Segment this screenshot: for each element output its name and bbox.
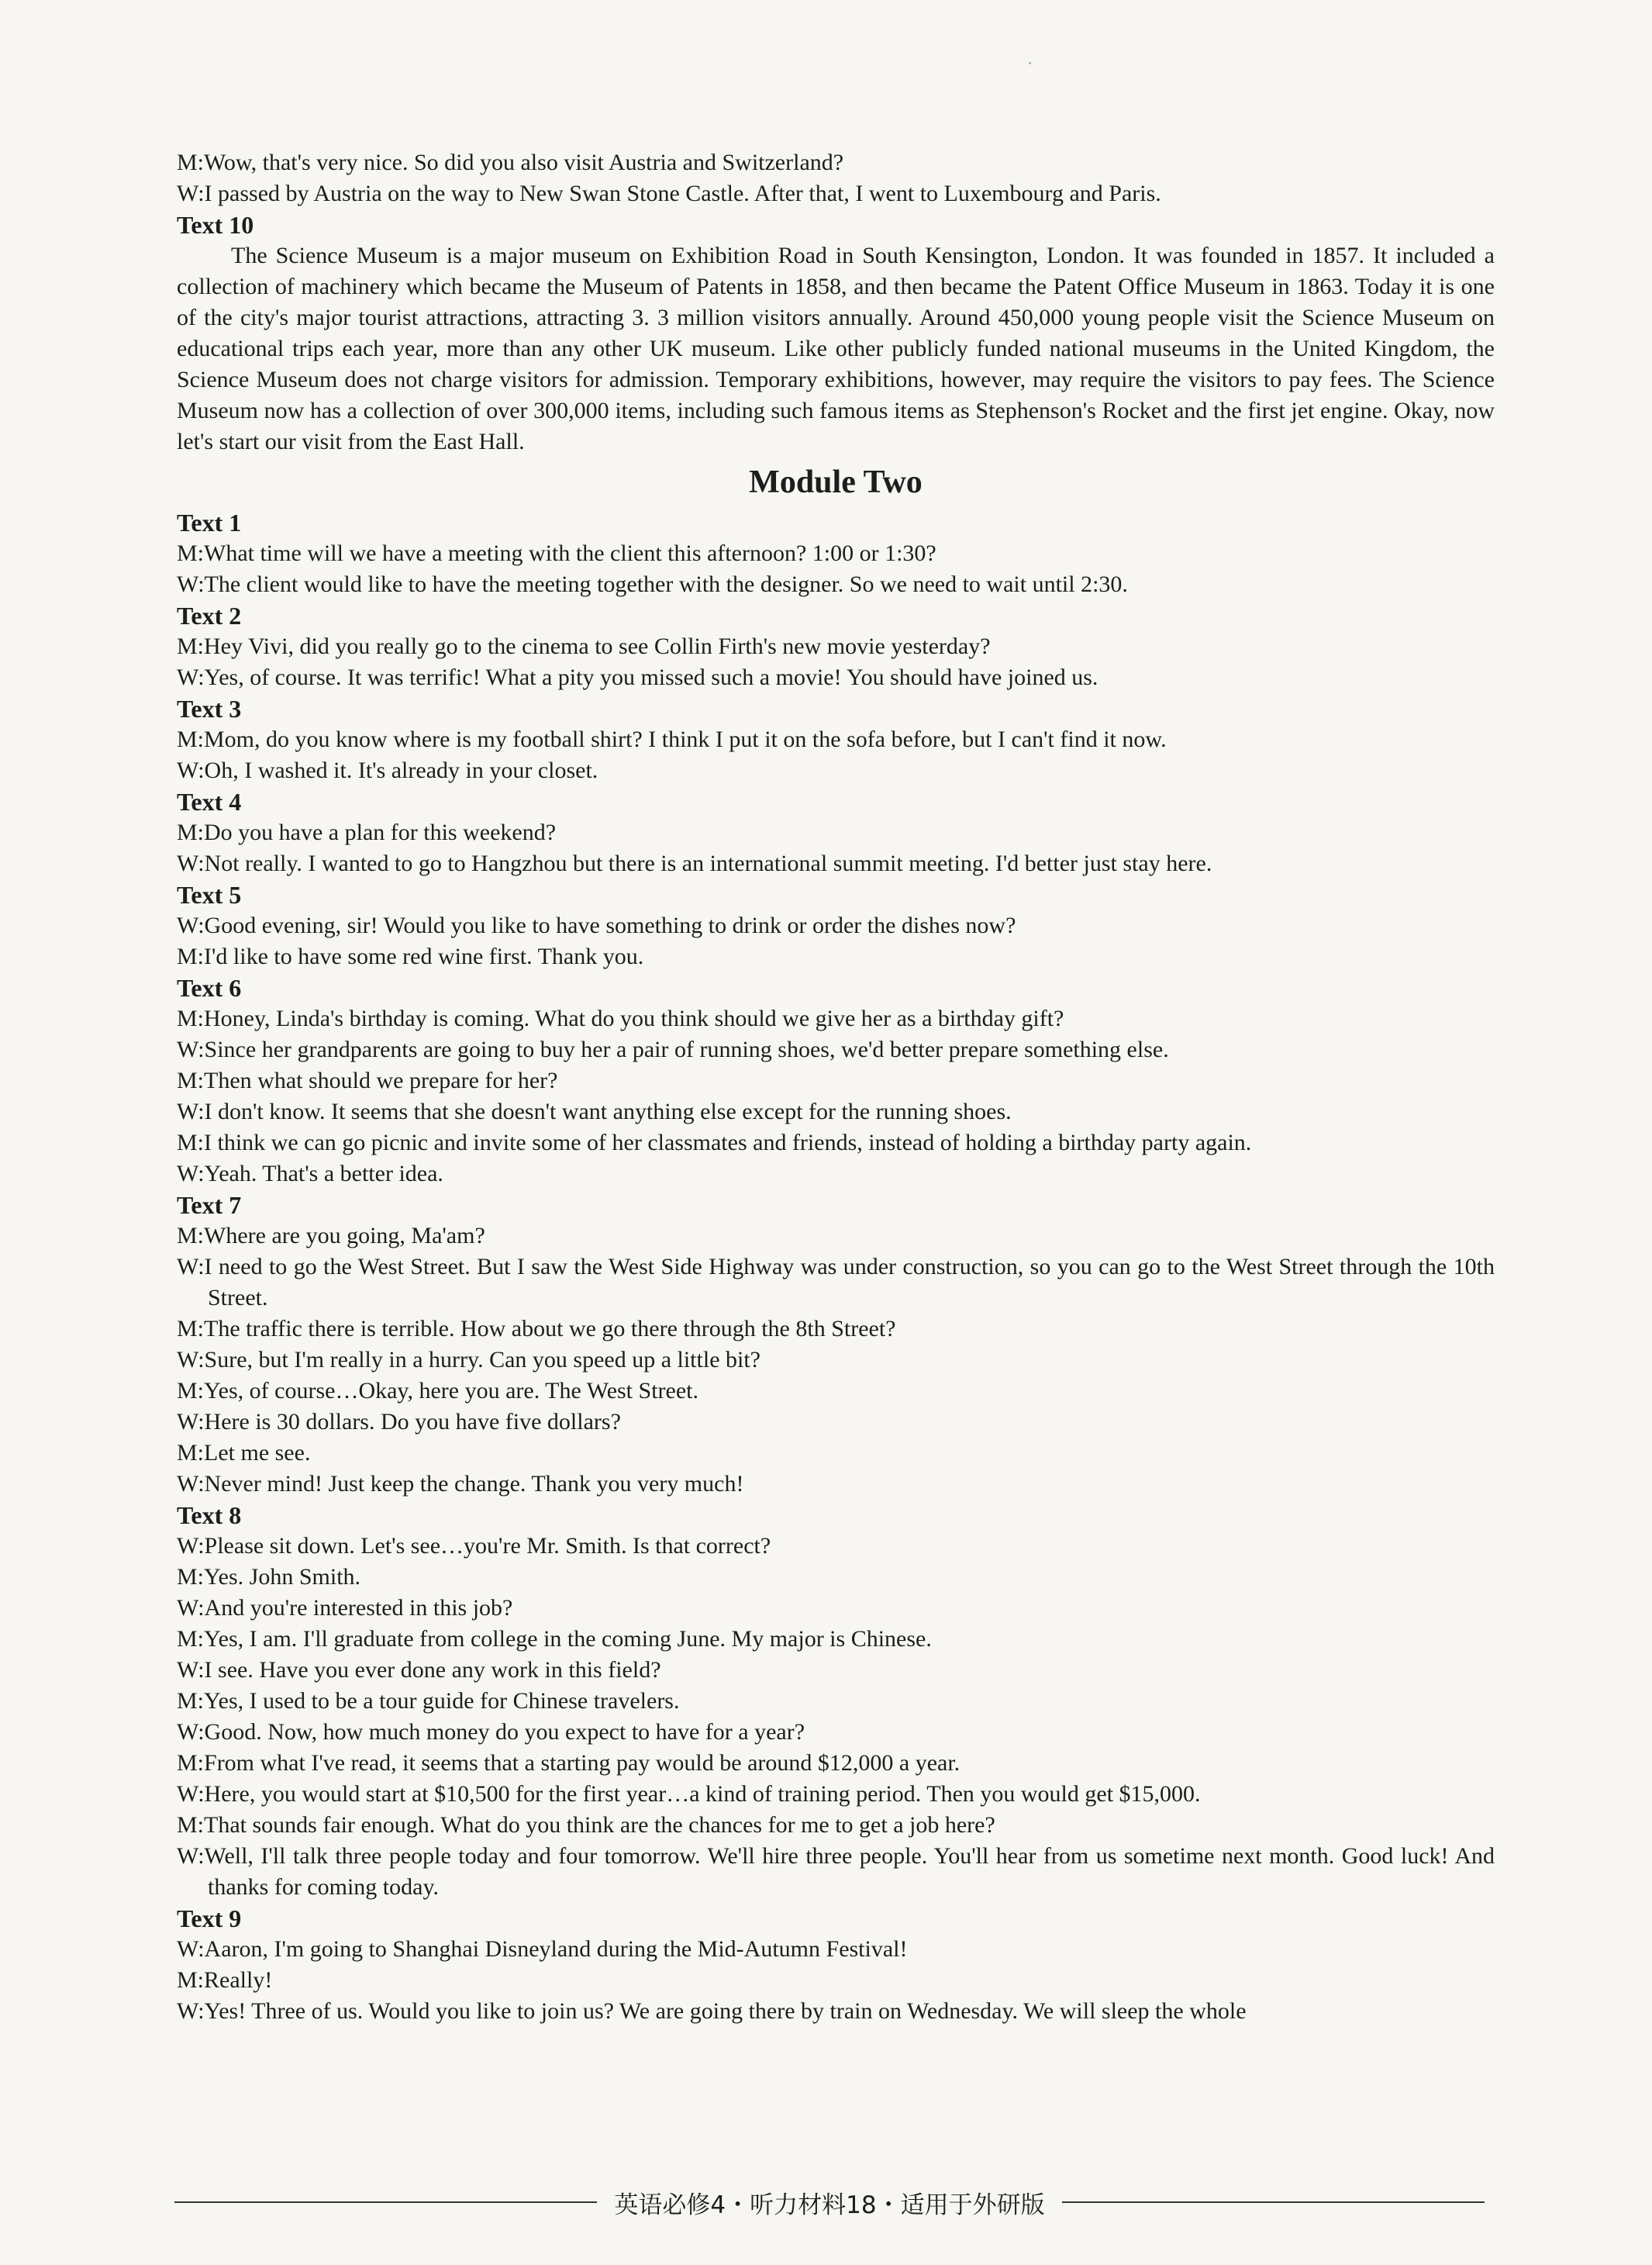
- dialogue-line: W:Good evening, sir! Would you like to have something to drink or order the dishes now?: [177, 913, 1016, 938]
- module-two-texts: [177, 507, 1495, 2027]
- dialogue-line: W:Yes, of course. It was terrific! What a pity you missed such a movie! You should have joined us.: [177, 665, 1098, 690]
- dialogue-line: M:Yes, I used to be a tour guide for Chinese travelers.: [177, 1688, 680, 1714]
- dialogue-line: M:Where are you going, Ma'am?: [177, 1223, 485, 1248]
- dialogue-line: W:I passed by Austria on the way to New Swan Stone Castle. After that, I went to Luxembourg and Paris.: [177, 181, 1161, 206]
- dialogue-line: M:Hey Vivi, did you really go to the cinema to see Collin Firth's new movie yesterday?: [177, 634, 991, 659]
- text-heading: Text 6: [177, 974, 242, 1002]
- dialogue-line: M:Really!: [177, 1967, 273, 1993]
- text-heading: Text 9: [177, 1904, 242, 1932]
- dialogue-line: M:Honey, Linda's birthday is coming. What do you think should we give her as a birthday gift?: [177, 1006, 1064, 1031]
- page-footer: [174, 2183, 1485, 2222]
- dialogue-line: W:Never mind! Just keep the change. Thank you very much!: [177, 1471, 744, 1497]
- dialogue-line: W:Not really. I wanted to go to Hangzhou but there is an international summit meeting. I'd better just stay here.: [177, 851, 1212, 876]
- text-heading: Text 3: [177, 695, 242, 723]
- dialogue-line: M:Mom, do you know where is my football shirt? I think I put it on the sofa before, but I can't find it now.: [177, 727, 1167, 752]
- dialogue-line: M:I'd like to have some red wine first. Thank you.: [177, 944, 644, 969]
- dialogue-line: W:I don't know. It seems that she doesn't want anything else except for the running shoes.: [177, 1099, 1012, 1124]
- dialogue-line: M:Wow, that's very nice. So did you also visit Austria and Switzerland?: [177, 150, 844, 175]
- dialogue-line: M:Yes, of course…Okay, here you are. The West Street.: [177, 1378, 698, 1404]
- dialogue-line: M:Do you have a plan for this weekend?: [177, 820, 557, 845]
- text-heading: Text 4: [177, 788, 242, 816]
- dialogue-line: W:Good. Now, how much money do you expect to have for a year?: [177, 1719, 805, 1745]
- page-content: [177, 147, 1495, 2027]
- dialogue-line: M:Yes. John Smith.: [177, 1564, 361, 1590]
- text-heading: Text 8: [177, 1501, 242, 1529]
- dialogue-line: W:Please sit down. Let's see…you're Mr. Smith. Is that correct?: [177, 1533, 771, 1559]
- text-heading: Text 5: [177, 881, 242, 909]
- text-heading: Text 1: [177, 509, 242, 537]
- dialogue-line: W:Here, you would start at $10,500 for the first year…a kind of training period. Then you would get $15,000.: [177, 1781, 1201, 1807]
- text-heading: Text 2: [177, 602, 242, 630]
- dialogue-line: W:Here is 30 dollars. Do you have five dollars?: [177, 1409, 621, 1435]
- dialogue-line: M:The traffic there is terrible. How about we go there through the 8th Street?: [177, 1316, 896, 1341]
- dialogue-line: M:From what I've read, it seems that a starting pay would be around $12,000 a year.: [177, 1750, 961, 1776]
- scan-speck: [1029, 62, 1031, 64]
- dialogue-line: W:Since her grandparents are going to buy her a pair of running shoes, we'd better prepare something else.: [177, 1037, 1169, 1062]
- text10-paragraph: The Science Museum is a major museum on Exhibition Road in South Kensington, London. It was founded in 1857. It included a collection of machinery which became the Museum of Patents in 1858, and then became the Patent Office Museum in 1863. Today it is one of the city's major tourist attractions, attracting 3. 3 million visitors annually. Around 450,000 young people visit the Science Museum on educational trips each year, more than any other UK museum. Like other publicly funded national museums in the United Kingdom, the Science Museum does not charge visitors for admission. Temporary exhibitions, however, may require the visitors to pay fees. The Science Museum now has a collection of over 300,000 items, including such famous items as Stephenson's Rocket and the first jet engine. Okay, now let's start our visit from the East Hall.: [177, 243, 1495, 454]
- footer-rule-right: [1062, 2201, 1485, 2203]
- dialogue-line: W:Aaron, I'm going to Shanghai Disneyland during the Mid-Autumn Festival!: [177, 1936, 908, 1962]
- text-heading: Text 7: [177, 1191, 242, 1219]
- dialogue-line: W:Yes! Three of us. Would you like to join us? We are going there by train on Wednesday. We will sleep the whole: [177, 1998, 1247, 2024]
- dialogue-line: W:Well, I'll talk three people today and four tomorrow. We'll hire three people. You'll hear from us sometime next month. Good luck! And thanks for coming today.: [177, 1843, 1495, 1900]
- dialogue-line: M:Then what should we prepare for her?: [177, 1068, 558, 1093]
- dialogue-line: M:Yes, I am. I'll graduate from college in the coming June. My major is Chinese.: [177, 1626, 932, 1652]
- module-title: Module Two: [749, 464, 923, 500]
- footer-text: 英语必修4・听力材料18・适用于外研版: [614, 2191, 1045, 2219]
- dialogue-line: W:Yeah. That's a better idea.: [177, 1161, 443, 1186]
- dialogue-line: M:I think we can go picnic and invite some of her classmates and friends, instead of holding a birthday party again.: [177, 1130, 1252, 1155]
- footer-rule-left: [174, 2201, 597, 2203]
- dialogue-line: W:Sure, but I'm really in a hurry. Can you speed up a little bit?: [177, 1347, 760, 1372]
- dialogue-line: W:Oh, I washed it. It's already in your closet.: [177, 758, 598, 783]
- dialogue-line: M:Let me see.: [177, 1440, 311, 1466]
- dialogue-line: M:What time will we have a meeting with the client this afternoon? 1:00 or 1:30?: [177, 540, 936, 566]
- dialogue-line: M:That sounds fair enough. What do you think are the chances for me to get a job here?: [177, 1812, 995, 1838]
- dialogue-line: W:I need to go the West Street. But I saw the West Side Highway was under construction, so you can go to the West Street through the 10th Street.: [177, 1254, 1495, 1310]
- text-heading: Text 10: [177, 211, 254, 239]
- dialogue-line: W:I see. Have you ever done any work in this field?: [177, 1657, 661, 1683]
- dialogue-line: W:And you're interested in this job?: [177, 1595, 513, 1621]
- dialogue-line: W:The client would like to have the meeting together with the designer. So we need to wait until 2:30.: [177, 571, 1128, 597]
